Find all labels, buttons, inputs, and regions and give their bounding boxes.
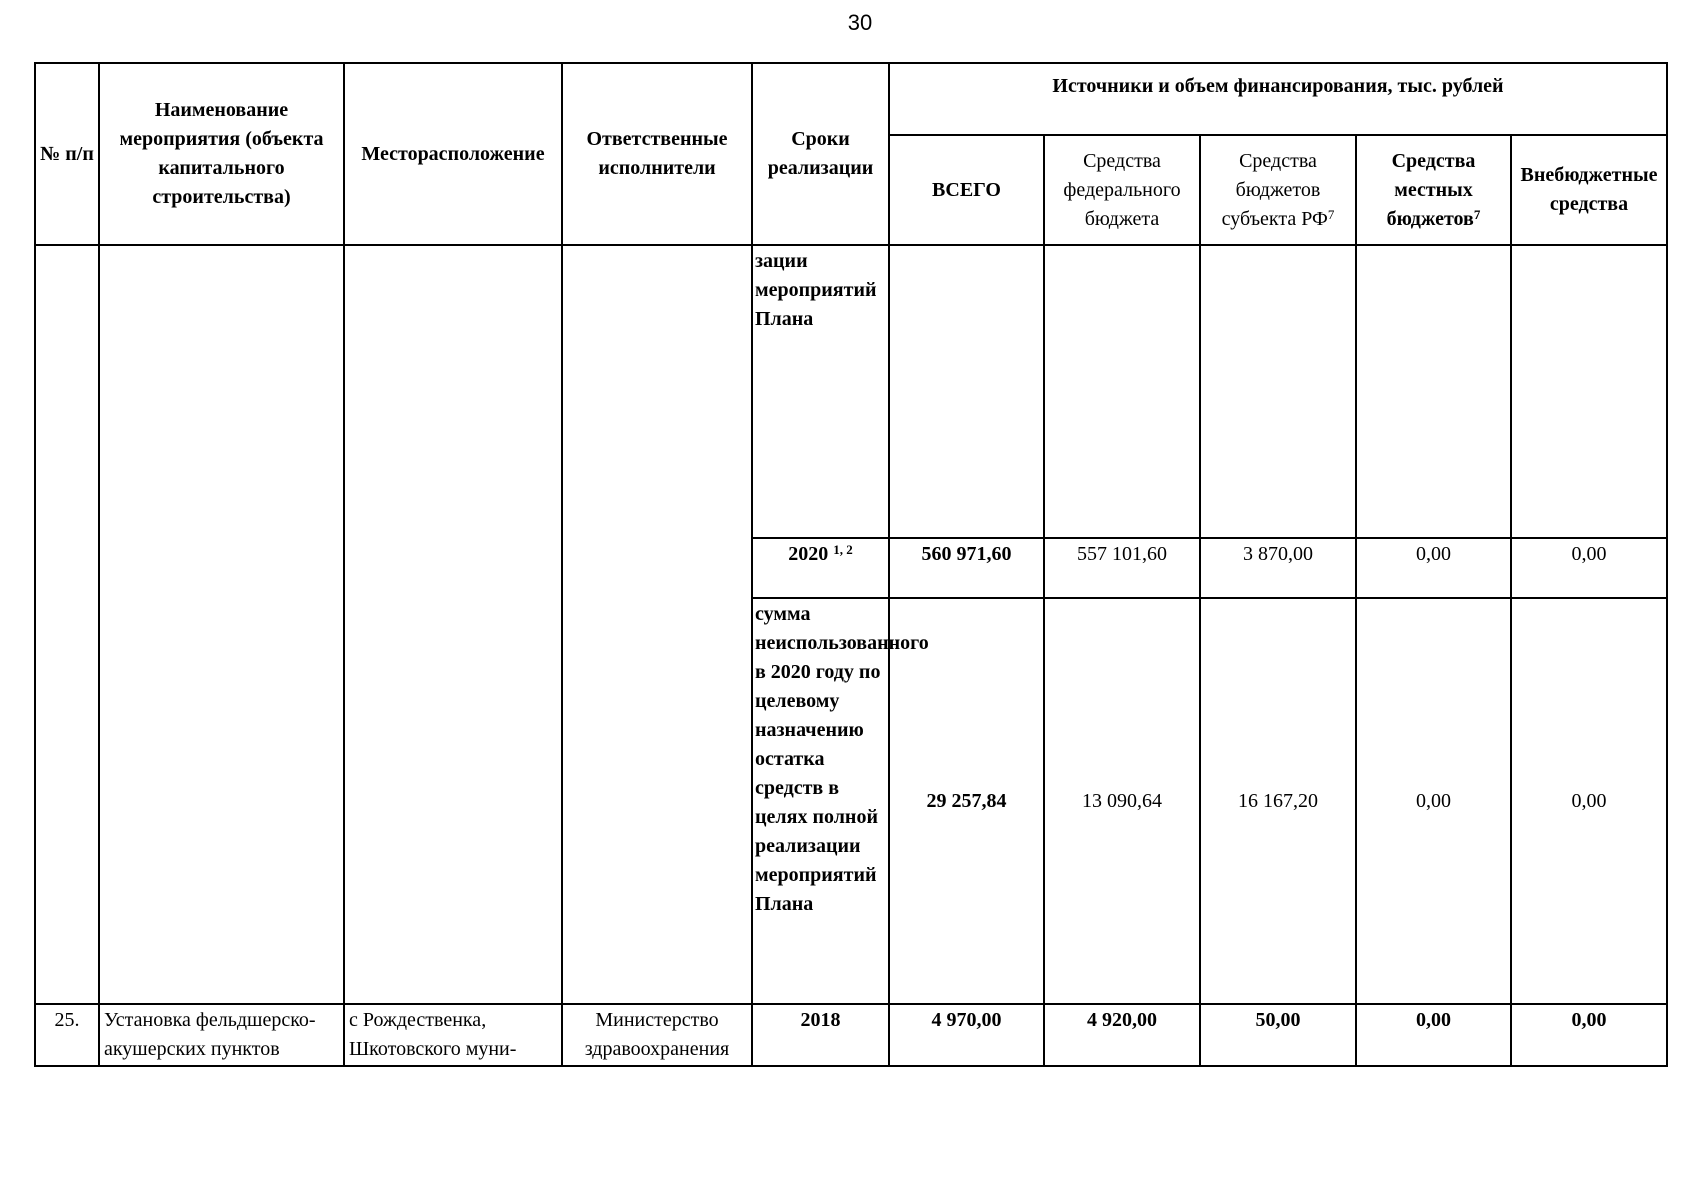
cell-offbudget [1511, 245, 1667, 538]
header-row-1 [35, 63, 1667, 135]
cell-terms: 2018 [752, 1004, 889, 1066]
header-regional: Средства бюджетов субъекта $РФ^7$ [1200, 135, 1356, 245]
header-offbudget: Внебюджетные средства [1511, 135, 1667, 245]
cell-total: 560 971,60 [889, 538, 1044, 598]
cell-location: с Рождественка, Шкотовского муни- [344, 1004, 562, 1066]
cell-local: 0,00 [1356, 1004, 1511, 1066]
cell-location [344, 245, 562, 1004]
cell-federal: 4 920,00 [1044, 1004, 1200, 1066]
cell-responsible [562, 245, 752, 1004]
table-row [35, 245, 1667, 538]
cell-num [35, 245, 99, 1004]
page-number: 30 [847, 10, 873, 35]
cell-regional [1200, 245, 1356, 538]
financing-table [34, 62, 1668, 1067]
cell-offbudget: 0,00 [1511, 598, 1667, 1004]
cell-total: 4 970,00 [889, 1004, 1044, 1066]
header-local: Средства местных бюджетов$^7$ [1356, 135, 1511, 245]
cell-total [889, 245, 1044, 538]
cell-total: 29 257,84 [889, 598, 1044, 1004]
cell-offbudget: 0,00 [1511, 538, 1667, 598]
cell-federal [1044, 245, 1200, 538]
header-financing-group: Источники и объем финансирования, тыс. рублей [889, 63, 1667, 135]
header-num: № п/п [35, 63, 99, 245]
header-terms: Сроки реализации [752, 63, 889, 245]
cell-regional: 50,00 [1200, 1004, 1356, 1066]
header-name: Наименование мероприятия (объекта капитального строительства) [99, 63, 344, 245]
cell-offbudget: 0,00 [1511, 1004, 1667, 1066]
cell-local [1356, 245, 1511, 538]
cell-name [99, 245, 344, 1004]
cell-num: 25. [35, 1004, 99, 1066]
cell-name: Установка фельдшерско-акушерских пунктов [99, 1004, 344, 1066]
cell-terms: сумма неиспользованного в 2020 году по целевому назначению остатка средств в целях полной реализации мероприятий Плана [752, 598, 889, 1004]
header-responsible: Ответственные исполнители [562, 63, 752, 245]
table-row [35, 1004, 1667, 1066]
cell-local: 0,00 [1356, 598, 1511, 1004]
cell-terms: зации мероприятий Плана [752, 245, 889, 538]
cell-responsible: Министерство здравоохранения [562, 1004, 752, 1066]
cell-regional: 3 870,00 [1200, 538, 1356, 598]
cell-federal: 557 101,60 [1044, 538, 1200, 598]
cell-federal: 13 090,64 [1044, 598, 1200, 1004]
cell-terms: 2020 $^{1, 2}$ [752, 538, 889, 598]
header-total: ВСЕГО [889, 135, 1044, 245]
header-location: Месторасположение [344, 63, 562, 245]
cell-regional: 16 167,20 [1200, 598, 1356, 1004]
cell-local: 0,00 [1356, 538, 1511, 598]
header-federal: Средства федерального бюджета [1044, 135, 1200, 245]
